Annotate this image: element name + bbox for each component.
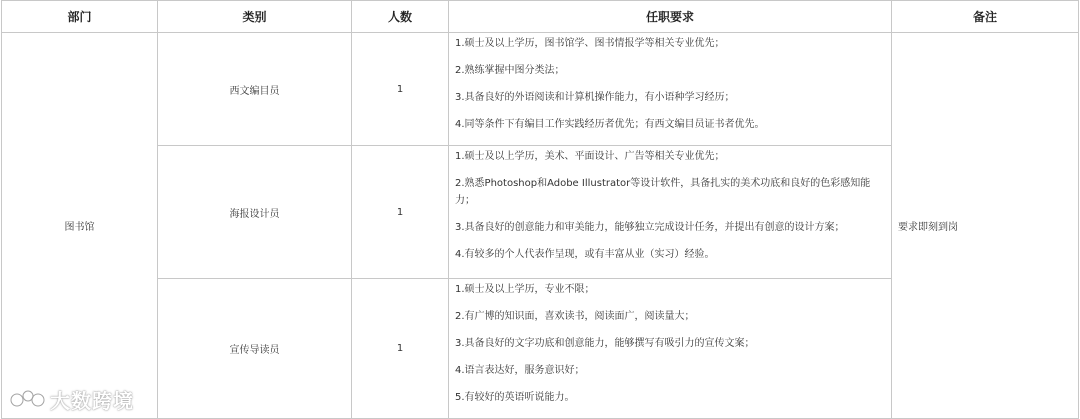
dashu-logo-icon (8, 385, 46, 413)
requirement-item: 2.有广博的知识面，喜欢读书，阅读面广，阅读量大； (455, 311, 695, 322)
count-cell: 1 (352, 33, 449, 146)
header-category: 类别 (158, 1, 352, 33)
count-cell: 1 (352, 146, 449, 279)
requirement-item: 5.有较好的英语听说能力。 (455, 392, 575, 403)
watermark (8, 384, 134, 414)
requirement-item: 4.语言表达好，服务意识好； (455, 365, 585, 376)
requirement-item: 2.熟悉Photoshop和Adobe Illustrator等设计软件，具备扎实的美术功底和良好的色彩感知能力； (455, 178, 871, 206)
notes-cell: 要求即刻到岗 (892, 33, 1079, 419)
requirement-item: 4.有较多的个人代表作呈现，或有丰富从业（实习）经验。 (455, 249, 715, 260)
department-cell: 图书馆 (2, 33, 158, 419)
requirement-item: 3.具备良好的文字功底和创意能力，能够撰写有吸引力的宣传文案； (455, 338, 755, 349)
requirements-cell (449, 33, 892, 146)
table-header-row (2, 1, 1079, 33)
requirement-item: 4.同等条件下有编目工作实践经历者优先；有西文编目员证书者优先。 (455, 119, 765, 130)
requirement-item: 1.硕士及以上学历，图书馆学、图书情报学等相关专业优先； (455, 38, 725, 49)
header-department: 部门 (2, 1, 158, 33)
requirement-item: 1.硕士及以上学历，美术、平面设计、广告等相关专业优先； (455, 151, 725, 162)
table-row (2, 33, 1079, 146)
requirement-item: 3.具备良好的创意能力和审美能力，能够独立完成设计任务，并提出有创意的设计方案； (455, 222, 845, 233)
requirements-cell (449, 279, 892, 419)
category-cell: 海报设计员 (158, 146, 352, 279)
header-count: 人数 (352, 1, 449, 33)
requirement-item: 1.硕士及以上学历，专业不限； (455, 284, 595, 295)
job-table (1, 0, 1079, 419)
category-cell: 西文编目员 (158, 33, 352, 146)
requirements-cell (449, 146, 892, 279)
header-notes: 备注 (892, 1, 1079, 33)
header-requirements: 任职要求 (449, 1, 892, 33)
requirement-item: 2.熟练掌握中图分类法； (455, 65, 565, 76)
count-cell: 1 (352, 279, 449, 419)
category-cell: 宣传导读员 (158, 279, 352, 419)
requirement-item: 3.具备良好的外语阅读和计算机操作能力，有小语种学习经历； (455, 92, 735, 103)
watermark-text: 大数跨境 (50, 388, 134, 413)
